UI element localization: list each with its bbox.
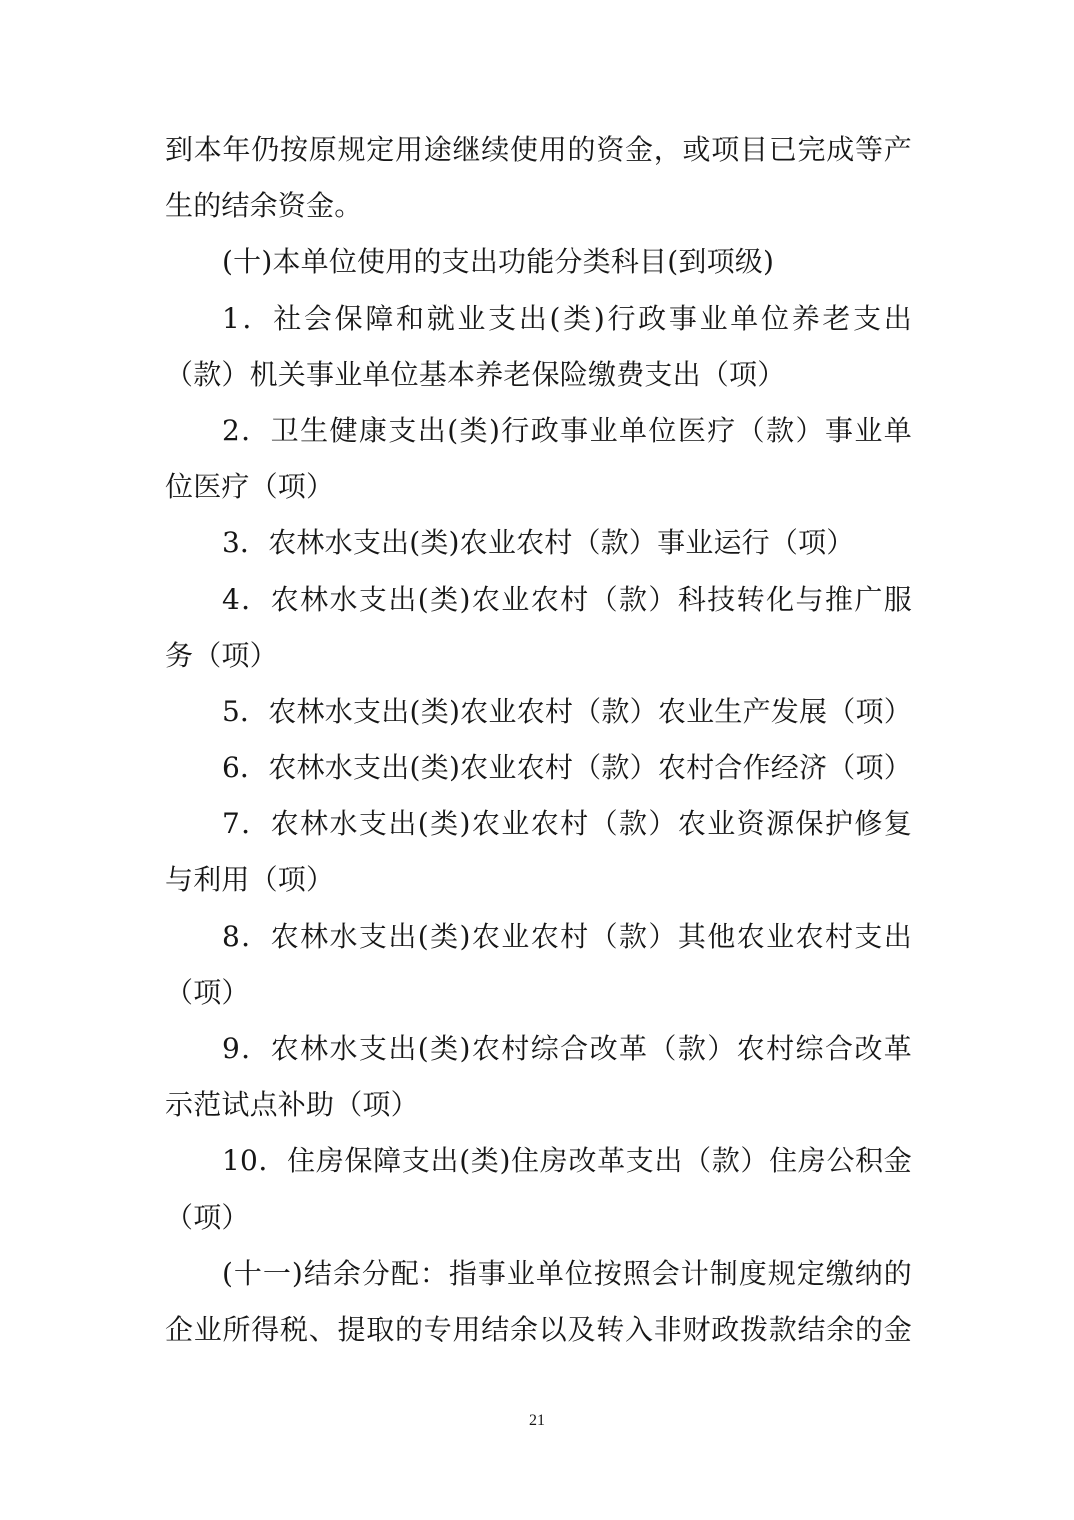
text-line: （项） [165,975,250,1009]
continued-paragraph [165,122,912,234]
text-line: 4．农林水支出(类)农业农村（款）科技转化与推广服 [222,582,912,616]
text-line: 1．社会保障和就业支出(类)行政事业单位养老支出 [222,301,912,335]
text-line: 10．住房保障支出(类)住房改革支出（款）住房公积金 [222,1144,912,1178]
text-line: 6．农林水支出(类)农业农村（款）农村合作经济（项） [222,751,912,785]
list-item-10 [165,1133,912,1245]
section-heading-10 [165,234,912,290]
list-item-1 [165,291,912,403]
list-item-3 [165,515,912,571]
text-line: （项） [165,1200,250,1234]
text-line: 示范试点补助（项） [165,1088,419,1122]
text-line: 7．农林水支出(类)农业农村（款）农业资源保护修复 [222,807,912,841]
text-line: 位医疗（项） [165,470,335,504]
list-item-5 [165,684,912,740]
text-line: （款）机关事业单位基本养老保险缴费支出（项） [165,357,786,391]
text-line: 务（项） [165,638,278,672]
list-item-4 [165,572,912,684]
text-line: 与利用（项） [165,863,335,897]
list-item-2 [165,403,912,515]
text-line: 3．农林水支出(类)农业农村（款）事业运行（项） [222,526,855,560]
list-item-6 [165,740,912,796]
text-line: 9．农林水支出(类)农村综合改革（款）农村综合改革 [222,1032,912,1065]
text-line: 2．卫生健康支出(类)行政事业单位医疗（款）事业单 [222,413,912,447]
text-line: 8．农林水支出(类)农业农村（款）其他农业农村支出 [222,919,912,953]
text-line: (十一)结余分配：指事业单位按照会计制度规定缴纳的 [222,1256,912,1290]
list-item-9 [165,1021,912,1133]
text-line: 企业所得税、提取的专用结余以及转入非财政拨款结余的金 [165,1312,912,1346]
list-item-7 [165,796,912,908]
text-line: 5．农林水支出(类)农业农村（款）农业生产发展（项） [222,694,912,728]
text-line: (十)本单位使用的支出功能分类科目(到项级) [222,245,775,279]
text-line: 到本年仍按原规定用途继续使用的资金，或项目已完成等产 [165,133,912,166]
text-line: 生的结余资金。 [165,189,363,223]
page-number: 21 [529,1412,545,1429]
body-text [165,122,912,1358]
section-paragraph-11 [165,1246,912,1358]
list-item-8 [165,909,912,1021]
